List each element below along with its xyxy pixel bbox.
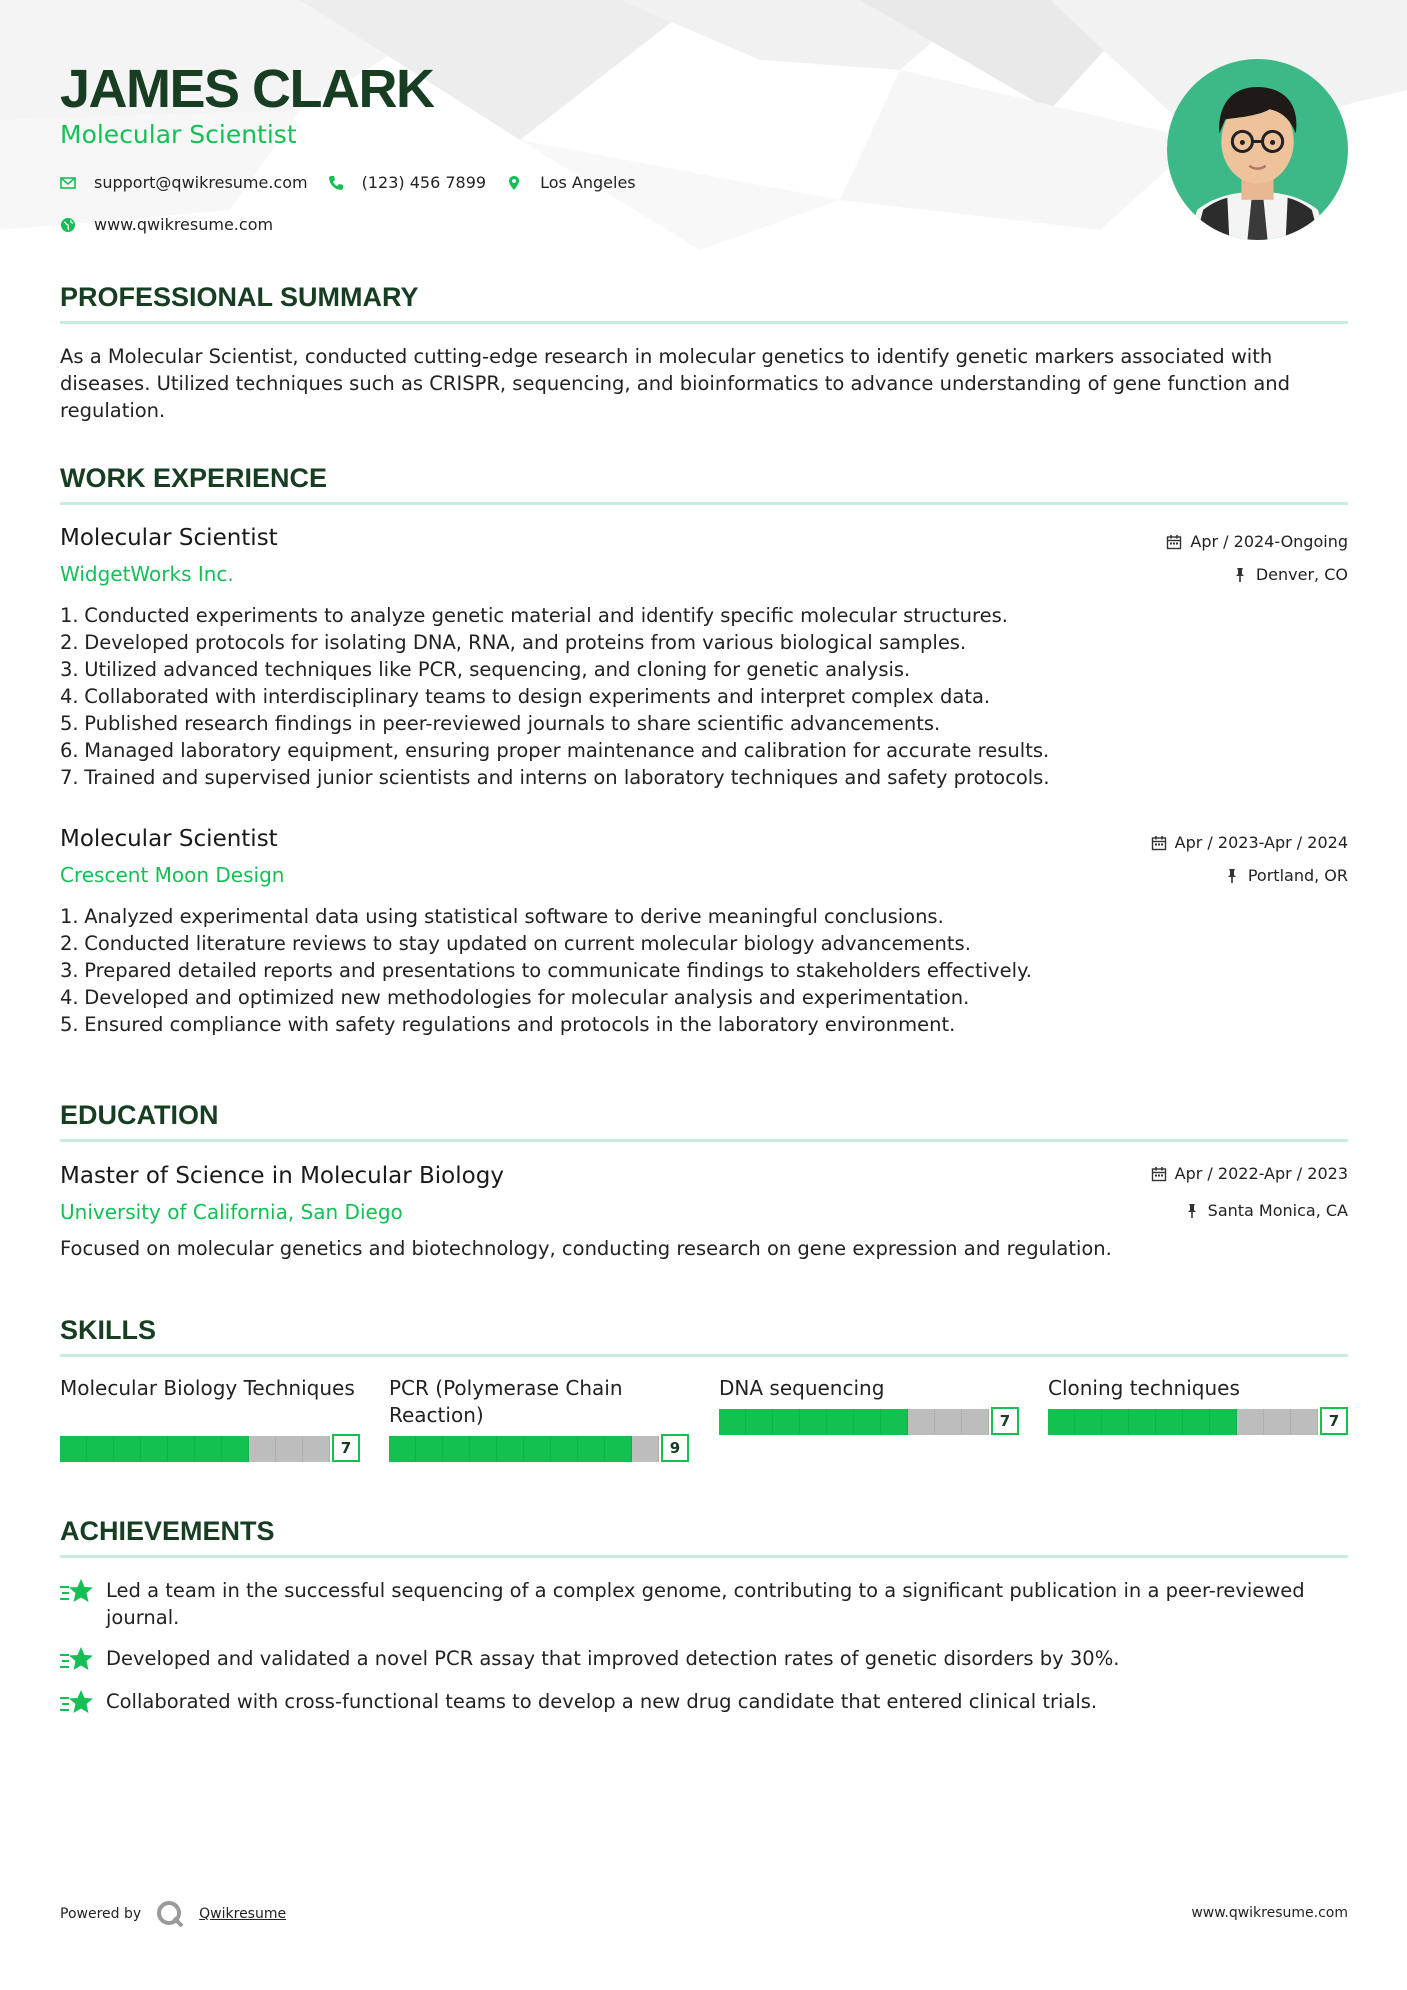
achievement-item <box>60 1577 1350 1631</box>
skill-level-segment <box>114 1436 141 1462</box>
contact-email[interactable] <box>60 173 308 192</box>
education-location <box>1184 1200 1348 1222</box>
section-divider <box>60 1139 1348 1142</box>
section-title-summary: PROFESSIONAL SUMMARY <box>60 282 419 312</box>
location-text: Los Angeles <box>540 173 636 192</box>
skill-level-value: 7 <box>991 1407 1019 1435</box>
skill-level-segment <box>551 1436 578 1462</box>
education-description: Focused on molecular genetics and biotechnology, conducting research on gene expression and regulation. <box>60 1237 1112 1260</box>
list-item: 6. Managed laboratory equipment, ensuring proper maintenance and calibration for accurate results. <box>60 739 1050 762</box>
email-text: support@qwikresume.com <box>94 173 308 192</box>
skill-level-segment <box>1210 1409 1237 1435</box>
skill-level-segment <box>800 1409 827 1435</box>
star-icon <box>60 1577 94 1607</box>
email-icon <box>60 175 76 191</box>
skill-level-track <box>60 1436 330 1462</box>
footer-powered-by <box>60 1899 286 1929</box>
skill-level-segment <box>1291 1409 1318 1435</box>
contact-row-1 <box>60 173 656 192</box>
company-name: Crescent Moon Design <box>60 863 285 887</box>
contact-location <box>506 173 636 192</box>
skill-item <box>719 1375 1019 1437</box>
skill-level-segment <box>141 1436 168 1462</box>
skill-level-bar <box>719 1407 1019 1437</box>
skill-level-segment <box>881 1409 908 1435</box>
section-title-achievements: ACHIEVEMENTS <box>60 1516 275 1546</box>
candidate-name: JAMES CLARK <box>60 59 434 119</box>
job-location <box>1224 865 1348 887</box>
calendar-icon <box>1151 1166 1167 1182</box>
skill-level-segment <box>416 1436 443 1462</box>
job-location <box>1232 564 1348 586</box>
skill-level-segment <box>276 1436 303 1462</box>
list-item: 3. Utilized advanced techniques like PCR, sequencing, and cloning for genetic analysis. <box>60 658 911 681</box>
skill-level-segment <box>935 1409 962 1435</box>
section-title-education: EDUCATION <box>60 1100 219 1130</box>
list-item: 1. Conducted experiments to analyze genetic material and identify specific molecular structures. <box>60 604 1008 627</box>
skill-item <box>60 1375 360 1464</box>
job-title: Molecular Scientist <box>60 826 278 852</box>
skill-level-segment <box>1156 1409 1183 1435</box>
globe-icon <box>60 217 76 233</box>
skill-level-segment <box>1102 1409 1129 1435</box>
powered-by-label: Powered by <box>60 1906 142 1922</box>
list-item: 1. Analyzed experimental data using statistical software to derive meaningful conclusions. <box>60 905 944 928</box>
achievement-text: Led a team in the successful sequencing of a complex genome, contributing to a significant publication in a peer-reviewed journal. <box>106 1579 1305 1629</box>
skill-level-segment <box>524 1436 551 1462</box>
skill-level-segment <box>443 1436 470 1462</box>
job-title: Molecular Scientist <box>60 525 278 551</box>
location-icon <box>506 175 522 191</box>
skill-level-segment <box>222 1436 249 1462</box>
skill-level-segment <box>87 1436 114 1462</box>
website-text: www.qwikresume.com <box>94 215 274 234</box>
job-bullets <box>60 903 1350 1038</box>
achievement-text: Collaborated with cross-functional teams to develop a new drug candidate that entered clinical trials. <box>106 1690 1098 1713</box>
pin-icon <box>1232 567 1248 583</box>
skill-level-segment <box>1075 1409 1102 1435</box>
skill-level-segment <box>1129 1409 1156 1435</box>
summary-text: As a Molecular Scientist, conducted cutting-edge research in molecular genetics to identify genetic markers associated with diseases. Utilized techniques such as CRISPR, sequencing, and bioinformatics to advance understanding of gene function and regulation. <box>60 345 1291 422</box>
job-dates <box>1151 832 1348 854</box>
skill-level-segment <box>497 1436 524 1462</box>
list-item: 2. Conducted literature reviews to stay updated on current molecular biology advancements. <box>60 932 971 955</box>
list-item: 4. Developed and optimized new methodologies for molecular analysis and experimentation. <box>60 986 970 1009</box>
skill-name: Molecular Biology Techniques <box>60 1376 355 1400</box>
skill-level-segment <box>746 1409 773 1435</box>
education-location-text: Santa Monica, CA <box>1207 1201 1348 1220</box>
skill-name: PCR (Polymerase Chain Reaction) <box>389 1376 623 1427</box>
contact-row-2 <box>60 215 293 234</box>
skill-item <box>389 1375 689 1464</box>
skill-level-bar <box>1048 1407 1348 1437</box>
job-dates-text: Apr / 2024-Ongoing <box>1190 532 1348 551</box>
skill-level-track <box>719 1409 989 1435</box>
skill-level-segment <box>854 1409 881 1435</box>
pin-icon <box>1184 1203 1200 1219</box>
company-name: WidgetWorks Inc. <box>60 562 234 586</box>
achievement-text: Developed and validated a novel PCR assay that improved detection rates of genetic disorders by 30%. <box>106 1647 1120 1670</box>
skill-level-track <box>389 1436 659 1462</box>
footer-website[interactable]: www.qwikresume.com <box>1191 1905 1348 1921</box>
section-divider <box>60 1555 1348 1558</box>
section-divider <box>60 502 1348 505</box>
skill-name: DNA sequencing <box>719 1376 885 1400</box>
achievement-item <box>60 1645 1350 1675</box>
section-divider <box>60 1354 1348 1357</box>
skill-level-segment <box>470 1436 497 1462</box>
list-item: 5. Published research findings in peer-reviewed journals to share scientific advancements. <box>60 712 941 735</box>
skill-level-value: 7 <box>332 1434 360 1462</box>
brand-link[interactable]: Qwikresume <box>199 1906 287 1922</box>
job-bullets <box>60 602 1350 791</box>
section-title-experience: WORK EXPERIENCE <box>60 463 328 493</box>
skill-level-value: 9 <box>661 1434 689 1462</box>
skill-level-bar <box>389 1434 689 1464</box>
skill-level-track <box>1048 1409 1318 1435</box>
calendar-icon <box>1166 534 1182 550</box>
job-location-text: Portland, OR <box>1247 866 1348 885</box>
skill-level-segment <box>605 1436 632 1462</box>
candidate-role: Molecular Scientist <box>60 120 297 149</box>
skill-level-segment <box>1237 1409 1264 1435</box>
phone-text: (123) 456 7899 <box>361 173 487 192</box>
pin-icon <box>1224 868 1240 884</box>
skill-level-segment <box>962 1409 989 1435</box>
achievement-item <box>60 1688 1350 1718</box>
qwikresume-logo-icon <box>155 1899 185 1929</box>
school-name: University of California, San Diego <box>60 1200 403 1224</box>
skill-name: Cloning techniques <box>1048 1376 1240 1400</box>
contact-website[interactable] <box>60 215 273 234</box>
profile-photo <box>1167 59 1348 240</box>
section-title-skills: SKILLS <box>60 1315 157 1345</box>
skill-level-segment <box>827 1409 854 1435</box>
list-item: 7. Trained and supervised junior scientists and interns on laboratory techniques and safety protocols. <box>60 766 1050 789</box>
skill-level-segment <box>1048 1409 1075 1435</box>
job-location-text: Denver, CO <box>1255 565 1348 584</box>
section-divider <box>60 321 1348 324</box>
skill-level-segment <box>632 1436 659 1462</box>
skill-level-segment <box>168 1436 195 1462</box>
degree-title: Master of Science in Molecular Biology <box>60 1163 504 1189</box>
contact-phone[interactable] <box>328 173 486 192</box>
education-dates <box>1151 1163 1348 1185</box>
skill-level-segment <box>773 1409 800 1435</box>
skill-level-segment <box>249 1436 276 1462</box>
list-item: 2. Developed protocols for isolating DNA, RNA, and proteins from various biological samples. <box>60 631 967 654</box>
skill-level-segment <box>719 1409 746 1435</box>
skill-level-value: 7 <box>1320 1407 1348 1435</box>
skill-level-segment <box>1264 1409 1291 1435</box>
job-dates-text: Apr / 2023-Apr / 2024 <box>1174 833 1348 852</box>
education-dates-text: Apr / 2022-Apr / 2023 <box>1174 1164 1348 1183</box>
star-icon <box>60 1645 94 1675</box>
calendar-icon <box>1151 835 1167 851</box>
star-icon <box>60 1688 94 1718</box>
skill-level-segment <box>195 1436 222 1462</box>
job-dates <box>1166 531 1348 553</box>
skill-level-segment <box>303 1436 330 1462</box>
list-item: 4. Collaborated with interdisciplinary teams to design experiments and interpret complex data. <box>60 685 991 708</box>
skill-item <box>1048 1375 1348 1437</box>
list-item: 5. Ensured compliance with safety regulations and protocols in the laboratory environment. <box>60 1013 956 1036</box>
skill-level-segment <box>908 1409 935 1435</box>
skill-level-segment <box>1183 1409 1210 1435</box>
skill-level-segment <box>60 1436 87 1462</box>
skill-level-segment <box>389 1436 416 1462</box>
list-item: 3. Prepared detailed reports and presentations to communicate findings to stakeholders effectively. <box>60 959 1032 982</box>
skill-level-bar <box>60 1434 360 1464</box>
phone-icon <box>328 175 344 191</box>
skill-level-segment <box>578 1436 605 1462</box>
